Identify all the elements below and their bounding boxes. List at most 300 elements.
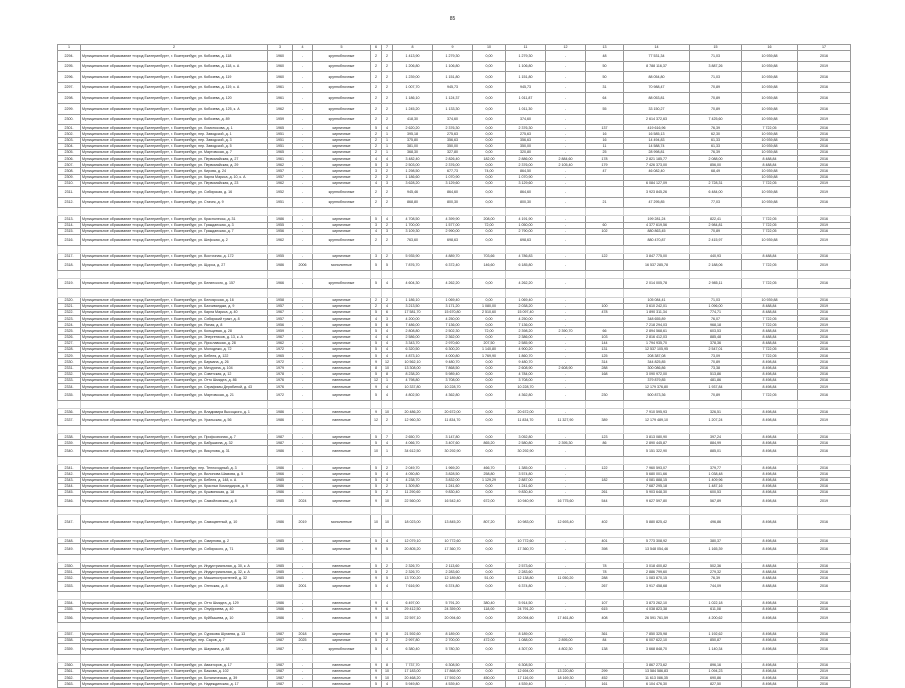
row-number-cell: 2361. bbox=[58, 668, 81, 674]
address-prefix: Муниципальное образование «город Екатеринбург», г. Екатеринбург, bbox=[82, 384, 198, 389]
table-cell: 374,60 bbox=[506, 114, 546, 125]
table-cell bbox=[313, 245, 371, 253]
table-cell: кирпичные bbox=[313, 174, 371, 180]
table-cell: 66 bbox=[586, 328, 624, 334]
table-row bbox=[58, 681, 851, 687]
table-cell: 374,60 bbox=[433, 114, 473, 125]
table-cell: 2 700,00 bbox=[433, 637, 473, 643]
table-cell: панельные bbox=[313, 668, 371, 674]
table-cell: 2 088,00 bbox=[690, 156, 742, 162]
table-cell bbox=[798, 554, 851, 562]
table-cell: 1986 bbox=[268, 483, 293, 489]
table-cell: 0,00 bbox=[473, 131, 506, 137]
table-cell: 8 498,84 bbox=[742, 415, 798, 426]
table-cell: 0,00 bbox=[473, 162, 506, 168]
table-cell: 2 398,20 bbox=[506, 328, 546, 334]
table-row bbox=[58, 390, 851, 401]
table-cell bbox=[798, 623, 851, 631]
street-address: ул. Ярославская, д. 28 bbox=[198, 341, 236, 346]
row-number-cell bbox=[58, 554, 81, 562]
table-cell: 5 bbox=[371, 465, 382, 471]
table-cell: 2 bbox=[382, 168, 393, 174]
table-cell: 16 775,60 bbox=[546, 496, 586, 507]
table-cell: 7 910 595,93 bbox=[624, 409, 690, 415]
table-cell: 2 608,90 bbox=[506, 365, 546, 371]
table-cell: 11 290,60 bbox=[393, 489, 433, 495]
table-cell: 2025 bbox=[293, 637, 313, 643]
table-cell bbox=[393, 400, 433, 408]
table-cell: 0,00 bbox=[473, 197, 506, 208]
table-cell bbox=[382, 400, 393, 408]
address-cell bbox=[81, 592, 268, 600]
address-prefix: Муниципальное образование «город Екатеринбург», г. Екатеринбург, bbox=[82, 615, 198, 620]
street-address: ул. Сурикова Шугаева, д. 13 bbox=[198, 632, 246, 637]
table-cell bbox=[742, 270, 798, 278]
table-cell: 880 863,45 bbox=[624, 228, 690, 234]
table-cell: 0,00 bbox=[473, 143, 506, 149]
address-prefix: Муниципальное образование «город Екатеринбург», г. Екатеринбург, bbox=[82, 304, 198, 309]
table-cell: 2 bbox=[382, 483, 393, 489]
table-cell bbox=[313, 592, 371, 600]
table-cell bbox=[742, 289, 798, 297]
table-cell: 10 939,88 bbox=[742, 61, 798, 72]
table-cell: 1 080,00 bbox=[473, 303, 506, 309]
table-cell: 8 498,84 bbox=[742, 489, 798, 495]
table-cell: - bbox=[546, 359, 586, 365]
table-cell: - bbox=[546, 353, 586, 359]
table-cell: - bbox=[293, 234, 313, 245]
table-cell: 3 bbox=[382, 162, 393, 168]
table-cell bbox=[742, 400, 798, 408]
row-number-cell: 2313. bbox=[58, 216, 81, 222]
table-cell bbox=[371, 208, 382, 216]
street-address: ул. Надеждинская, д. 17 bbox=[198, 681, 239, 686]
table-cell: 2 376,00 bbox=[506, 162, 546, 168]
table-cell bbox=[393, 270, 433, 278]
table-cell: 3 828,50 bbox=[433, 471, 473, 477]
spacer-row bbox=[58, 592, 851, 600]
table-cell bbox=[268, 592, 293, 600]
table-cell bbox=[690, 529, 742, 537]
table-cell bbox=[506, 208, 546, 216]
table-cell bbox=[393, 208, 433, 216]
table-cell: 2 bbox=[371, 297, 382, 303]
street-address: ул. Энергетиков, д. 13, к. А bbox=[198, 335, 243, 340]
table-cell: - bbox=[546, 93, 586, 104]
table-cell: 4 bbox=[382, 340, 393, 346]
table-cell bbox=[433, 654, 473, 662]
row-number-cell: 2308. bbox=[58, 168, 81, 174]
table-cell: крупноблочные bbox=[313, 61, 371, 72]
table-cell: 73,09 bbox=[690, 353, 742, 359]
table-cell: 0,00 bbox=[473, 569, 506, 575]
table-cell bbox=[382, 592, 393, 600]
table-cell: 7 868,50 bbox=[433, 365, 473, 371]
table-cell: 4 bbox=[382, 278, 393, 289]
table-cell: 4 bbox=[382, 471, 393, 477]
table-cell: 2 890 445,87 bbox=[624, 440, 690, 446]
table-cell: 2016 bbox=[798, 538, 851, 544]
table-cell bbox=[268, 270, 293, 278]
table-cell bbox=[690, 623, 742, 631]
table-cell: 68,49 bbox=[690, 168, 742, 174]
table-cell bbox=[546, 400, 586, 408]
table-cell bbox=[293, 245, 313, 253]
table-cell: 26 591 761,59 bbox=[624, 612, 690, 623]
table-cell bbox=[586, 623, 624, 631]
table-cell: 2 415,97 bbox=[690, 234, 742, 245]
table-cell: 8 498,84 bbox=[742, 675, 798, 681]
table-cell bbox=[586, 234, 624, 245]
table-cell: 774,71 bbox=[690, 309, 742, 315]
table-cell: 2 bbox=[382, 174, 393, 180]
table-cell: - bbox=[293, 612, 313, 623]
table-cell: 8 498,84 bbox=[742, 371, 798, 377]
table-cell: 2 bbox=[382, 465, 393, 471]
street-address: ул. Самоцветный, д. 10 bbox=[198, 519, 238, 524]
table-cell: 72,00 bbox=[473, 222, 506, 228]
table-cell: 850,87 bbox=[690, 637, 742, 643]
table-cell bbox=[433, 623, 473, 631]
table-cell: 0,00 bbox=[473, 384, 506, 390]
street-address: ул. Мартовская, д. 7 bbox=[198, 150, 232, 155]
table-cell bbox=[546, 270, 586, 278]
table-cell: 2016 bbox=[798, 600, 851, 606]
table-cell: 880 470,87 bbox=[624, 234, 690, 245]
table-cell: 10 772,60 bbox=[433, 538, 473, 544]
table-cell: 2 728,31 bbox=[690, 180, 742, 186]
address-cell bbox=[81, 197, 268, 208]
table-cell: 275,63 bbox=[433, 131, 473, 137]
table-cell bbox=[293, 554, 313, 562]
table-cell: крупноблочные bbox=[313, 643, 371, 654]
table-cell: 288 bbox=[586, 575, 624, 581]
table-cell bbox=[586, 187, 624, 198]
table-cell: 9 830,40 bbox=[433, 489, 473, 495]
table-cell: 1979 bbox=[268, 365, 293, 371]
street-address: ул. Белоярская, д. 16 bbox=[198, 297, 234, 302]
table-cell: 2006 bbox=[293, 259, 313, 270]
table-cell bbox=[546, 529, 586, 537]
table-cell bbox=[371, 289, 382, 297]
table-cell: 3 bbox=[371, 222, 382, 228]
table-cell bbox=[798, 529, 851, 537]
table-cell: 1957 bbox=[268, 303, 293, 309]
table-cell: 3 343,70 bbox=[393, 340, 433, 346]
table-cell: - bbox=[546, 446, 586, 457]
table-cell: 1966 bbox=[268, 278, 293, 289]
table-cell: 7 722,05 bbox=[742, 180, 798, 186]
page-number: 85 bbox=[449, 16, 456, 22]
table-cell: 207,50 bbox=[473, 340, 506, 346]
table-cell: 1985 bbox=[268, 581, 293, 592]
table-cell: 2 bbox=[382, 222, 393, 228]
table-cell: 1987 bbox=[268, 662, 293, 668]
table-cell: 30 292,90 bbox=[506, 446, 546, 457]
table-cell: 11 bbox=[586, 143, 624, 149]
table-cell: 6 104 476,30 bbox=[624, 681, 690, 687]
row-number-cell: 2319. bbox=[58, 278, 81, 289]
row-number-cell bbox=[58, 289, 81, 297]
table-cell: 4 038 823,38 bbox=[624, 606, 690, 612]
address-prefix: Муниципальное образование «город Екатеринбург», г. Екатеринбург, bbox=[82, 310, 198, 315]
table-cell bbox=[382, 506, 393, 514]
row-number-cell: 2351. bbox=[58, 569, 81, 575]
table-cell: кирпичные bbox=[313, 465, 371, 471]
table-cell bbox=[798, 245, 851, 253]
table-cell: 5 bbox=[371, 538, 382, 544]
table-cell bbox=[798, 654, 851, 662]
table-cell bbox=[268, 654, 293, 662]
table-cell: 4 798,80 bbox=[393, 377, 433, 383]
column-number: 12 bbox=[546, 45, 586, 51]
table-cell bbox=[393, 425, 433, 433]
table-cell: 0,00 bbox=[473, 538, 506, 544]
table-cell: 199 281,24 bbox=[624, 216, 690, 222]
table-cell: 84 bbox=[586, 637, 624, 643]
table-cell: 2016 bbox=[798, 544, 851, 555]
table-cell: монолитные bbox=[313, 514, 371, 529]
table-cell bbox=[546, 592, 586, 600]
table-cell: 8 488,84 bbox=[742, 162, 798, 168]
table-cell: 62,30 bbox=[690, 131, 742, 137]
address-cell bbox=[81, 208, 268, 216]
table-cell: 2 326,70 bbox=[393, 569, 433, 575]
table-cell: 8 488,84 bbox=[742, 253, 798, 259]
table-cell: 4 786,83 bbox=[506, 253, 546, 259]
table-cell: 5 bbox=[371, 637, 382, 643]
table-cell: 0,00 bbox=[473, 390, 506, 401]
table-cell: 856,00 bbox=[690, 162, 742, 168]
address-prefix: Муниципальное образование «город Екатеринбург», г. Екатеринбург, bbox=[82, 563, 198, 568]
row-number-cell: 2344. bbox=[58, 483, 81, 489]
table-cell: 1 186,10 bbox=[393, 93, 433, 104]
table-cell: - bbox=[546, 477, 586, 483]
table-cell: кирпичные bbox=[313, 322, 371, 328]
table-cell: 1957 bbox=[268, 316, 293, 322]
table-cell: 1 094,23 bbox=[690, 668, 742, 674]
table-cell: 4 bbox=[371, 180, 382, 186]
table-cell: - bbox=[546, 334, 586, 340]
table-cell: кирпичные bbox=[313, 297, 371, 303]
row-number-cell: 2338. bbox=[58, 434, 81, 440]
table-cell: 1987 bbox=[268, 440, 293, 446]
table-cell bbox=[313, 425, 371, 433]
table-cell bbox=[506, 425, 546, 433]
table-cell: 4 bbox=[382, 334, 393, 340]
street-address: ул. Красных Командиров, д. 9 bbox=[198, 484, 248, 489]
table-cell: 864,60 bbox=[506, 187, 546, 198]
table-cell: 3 052,80 bbox=[506, 434, 546, 440]
table-cell: 12 189,80 bbox=[433, 575, 473, 581]
table-cell: 10 bbox=[382, 612, 393, 623]
table-cell bbox=[433, 208, 473, 216]
table-cell: - bbox=[293, 353, 313, 359]
table-cell: 1 124,37 bbox=[433, 93, 473, 104]
table-cell: 611,08 bbox=[690, 606, 742, 612]
table-cell: 103 bbox=[586, 334, 624, 340]
table-cell: 5 bbox=[371, 162, 382, 168]
street-address: ул. Белинского, д. 157 bbox=[198, 281, 236, 286]
table-cell bbox=[742, 425, 798, 433]
table-cell: 6 484,00 bbox=[690, 187, 742, 198]
address-prefix: Муниципальное образование «город Екатеринбург», г. Екатеринбург, bbox=[82, 607, 198, 612]
address-cell bbox=[81, 654, 268, 662]
table-cell: 1972 bbox=[268, 390, 293, 401]
table-cell: - bbox=[293, 390, 313, 401]
column-number: 5 bbox=[313, 45, 371, 51]
table-cell: 8 488,84 bbox=[742, 303, 798, 309]
street-address: ул. Профсоюзная, д. 7 bbox=[198, 434, 236, 439]
table-cell: 7 722,05 bbox=[742, 259, 798, 270]
table-cell bbox=[371, 623, 382, 631]
row-number-cell: 2339. bbox=[58, 440, 81, 446]
table-cell: - bbox=[546, 228, 586, 234]
table-cell: 1 083 870,15 bbox=[624, 575, 690, 581]
table-cell: 4 377 619,56 bbox=[624, 222, 690, 228]
table-cell: 6 374,80 bbox=[506, 581, 546, 592]
street-address: пер. Саров, д. 7 bbox=[198, 638, 225, 643]
street-address: ул. Сибирский тракт, д. 8 bbox=[198, 316, 240, 321]
table-cell: 12 079,10 bbox=[393, 538, 433, 544]
table-cell: 2016 bbox=[798, 253, 851, 259]
table-cell: 3 628,20 bbox=[393, 180, 433, 186]
table-cell bbox=[433, 554, 473, 562]
table-cell: 0,00 bbox=[473, 483, 506, 489]
table-cell: панельные bbox=[313, 606, 371, 612]
table-cell: 8 498,84 bbox=[742, 668, 798, 674]
table-cell: 4 708,50 bbox=[393, 216, 433, 222]
table-cell: 1 769,90 bbox=[473, 353, 506, 359]
table-cell: 2 014 005,78 bbox=[624, 278, 690, 289]
table-cell: 10 939,88 bbox=[742, 234, 798, 245]
table-row bbox=[58, 114, 851, 125]
row-number-cell: 2352. bbox=[58, 575, 81, 581]
table-cell: кирпичные bbox=[313, 359, 371, 365]
row-number-cell bbox=[58, 270, 81, 278]
table-row bbox=[58, 514, 851, 529]
table-cell: 5 bbox=[371, 278, 382, 289]
table-cell: 1 577,00 bbox=[433, 222, 473, 228]
table-cell: 9 bbox=[371, 675, 382, 681]
table-cell bbox=[546, 623, 586, 631]
row-number-cell: 2322. bbox=[58, 309, 81, 315]
table-cell bbox=[268, 400, 293, 408]
table-cell: 0,00 bbox=[473, 662, 506, 668]
table-cell: 4 066,70 bbox=[393, 440, 433, 446]
table-cell: - bbox=[293, 149, 313, 155]
table-cell: - bbox=[546, 390, 586, 401]
table-cell: - bbox=[293, 377, 313, 383]
table-cell: 1961 bbox=[268, 156, 293, 162]
address-prefix: Муниципальное образование «город Екатеринбург», г. Екатеринбург, bbox=[82, 440, 198, 445]
table-cell: - bbox=[546, 168, 586, 174]
address-prefix: Муниципальное образование «город Екатеринбург», г. Екатеринбург, bbox=[82, 359, 198, 364]
table-cell: 378,36 bbox=[690, 340, 742, 346]
table-cell bbox=[798, 506, 851, 514]
table-cell bbox=[371, 654, 382, 662]
table-cell: 122 bbox=[586, 253, 624, 259]
table-cell: 2024 bbox=[293, 496, 313, 507]
table-cell bbox=[798, 425, 851, 433]
table-cell: 1985 bbox=[268, 563, 293, 569]
table-cell: - bbox=[546, 316, 586, 322]
row-number-cell: 2355. bbox=[58, 606, 81, 612]
table-cell: 0,00 bbox=[473, 334, 506, 340]
address-prefix: Муниципальное образование «город Екатеринбург», г. Екатеринбург, bbox=[82, 254, 198, 259]
table-cell: 4 250,00 bbox=[506, 316, 546, 322]
table-cell: 17 592,00 bbox=[433, 675, 473, 681]
spacer-row bbox=[58, 289, 851, 297]
table-cell: кирпичные bbox=[313, 131, 371, 137]
table-cell bbox=[293, 400, 313, 408]
street-address: ул. Первомайская, д. 29 bbox=[198, 162, 239, 167]
table-cell bbox=[624, 654, 690, 662]
table-cell: - bbox=[293, 125, 313, 131]
table-cell bbox=[382, 245, 393, 253]
table-cell: 10 939,88 bbox=[742, 82, 798, 93]
table-cell: 12 bbox=[371, 377, 382, 383]
table-cell: 2 894 568,61 bbox=[624, 328, 690, 334]
row-number-cell: 2348. bbox=[58, 538, 81, 544]
table-cell: - bbox=[293, 334, 313, 340]
table-cell: 0,00 bbox=[473, 125, 506, 131]
table-cell bbox=[506, 623, 546, 631]
table-cell bbox=[371, 270, 382, 278]
street-address: ул. Карла Маркса, д. 40 bbox=[198, 310, 238, 315]
table-cell: 5 bbox=[371, 216, 382, 222]
table-cell bbox=[293, 654, 313, 662]
table-cell: 1 011,87 bbox=[506, 93, 546, 104]
street-address: ул. Кобозева, д. 89 bbox=[198, 117, 230, 122]
table-cell: 2 bbox=[382, 489, 393, 495]
table-cell: 25 bbox=[586, 149, 624, 155]
column-number: 3 bbox=[268, 45, 293, 51]
table-cell: 8 498,84 bbox=[742, 538, 798, 544]
table-cell: крупноблочные bbox=[313, 103, 371, 114]
table-cell: 12 179 489,10 bbox=[624, 415, 690, 426]
row-number-cell: 2362. bbox=[58, 675, 81, 681]
table-cell: 698,63 bbox=[433, 234, 473, 245]
table-cell: 4 bbox=[382, 390, 393, 401]
address-prefix: Муниципальное образование «город Екатеринбург», г. Екатеринбург, bbox=[82, 74, 198, 79]
table-cell: 1 298,50 bbox=[393, 168, 433, 174]
table-cell: 389 bbox=[586, 415, 624, 426]
table-cell: кирпичные bbox=[313, 631, 371, 637]
table-cell: кирпичные bbox=[313, 143, 371, 149]
table-cell: 16 bbox=[586, 137, 624, 143]
table-cell: - bbox=[293, 563, 313, 569]
table-cell: 1972 bbox=[268, 347, 293, 353]
table-cell: 6 084 127,09 bbox=[624, 180, 690, 186]
row-number-cell: 2329. bbox=[58, 353, 81, 359]
table-cell: - bbox=[293, 465, 313, 471]
table-cell: 8 498,84 bbox=[742, 365, 798, 371]
table-cell: крупноблочные bbox=[313, 82, 371, 93]
table-cell: 5 bbox=[371, 581, 382, 592]
table-cell: 1978 bbox=[268, 371, 293, 377]
table-cell: - bbox=[546, 347, 586, 353]
row-number-cell: 2334. bbox=[58, 384, 81, 390]
address-prefix: Муниципальное образование «город Екатеринбург», г. Екатеринбург, bbox=[82, 600, 198, 605]
table-cell: 4 bbox=[371, 334, 382, 340]
table-cell: 7 136,00 bbox=[506, 322, 546, 328]
table-cell: 2 895,00 bbox=[546, 637, 586, 643]
table-cell: 16 542,40 bbox=[433, 496, 473, 507]
table-cell: кирпичные bbox=[313, 390, 371, 401]
address-prefix: Муниципальное образование «город Екатеринбург», г. Екатеринбург, bbox=[82, 297, 198, 302]
street-address: ул. Сибирская, д. 16 bbox=[198, 189, 233, 194]
